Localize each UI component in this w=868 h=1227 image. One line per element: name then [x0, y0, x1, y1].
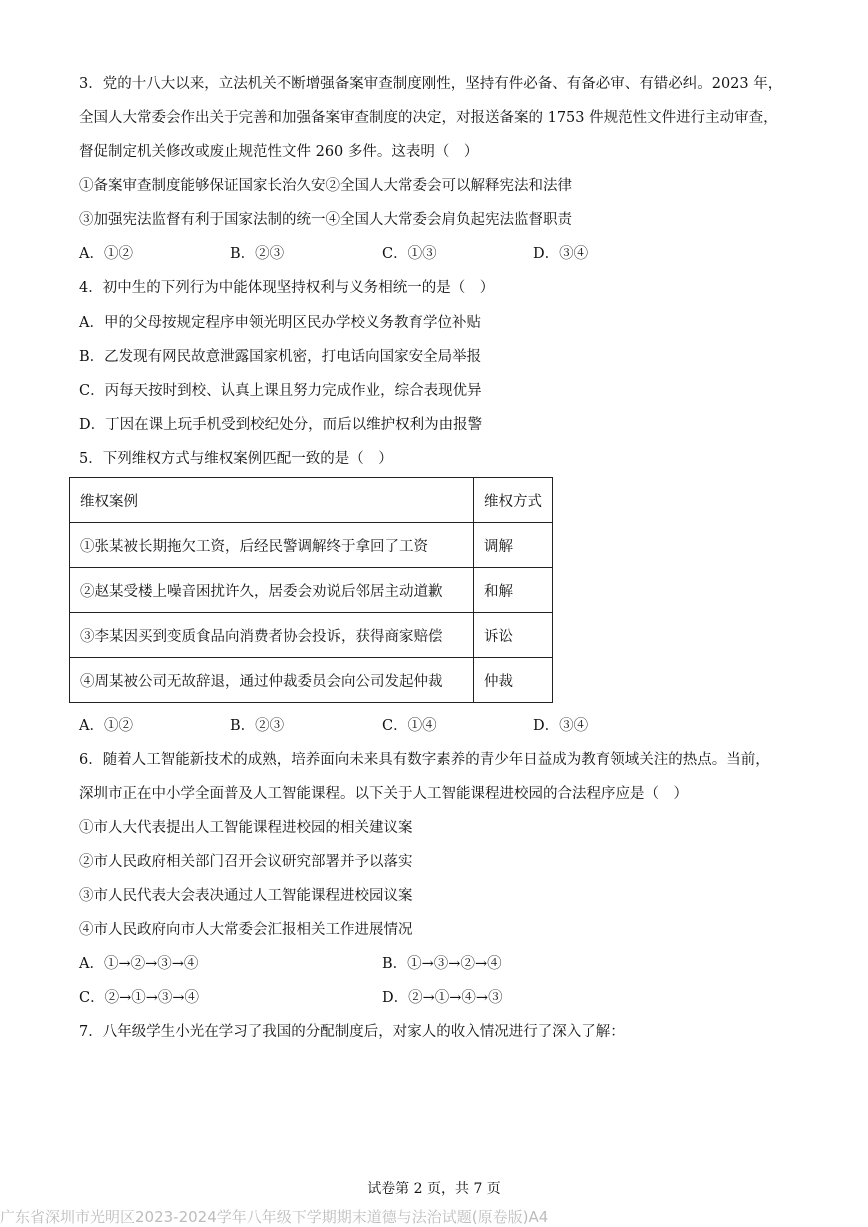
q4-option-b: B．乙发现有网民故意泄露国家机密，打电话向国家安全局举报	[79, 349, 482, 365]
q4-option-d: D．丁因在课上玩手机受到校纪处分，而后以维护权利为由报警	[79, 417, 483, 433]
q3-option-d: D．③④	[533, 246, 589, 262]
q6-statement-2: ②市人民政府相关部门召开会议研究部署并予以落实	[79, 854, 413, 870]
q4-option-a: A．甲的父母按规定程序申领光明区民办学校义务教育学位补贴	[79, 315, 481, 331]
table-row	[70, 658, 553, 703]
table-cell-method: 和解	[474, 568, 553, 613]
q3-option-c: C．①③	[382, 246, 437, 262]
q3-option-a: A．①②	[79, 246, 133, 262]
q5-option-b: B．②③	[230, 718, 285, 734]
q5-table	[69, 477, 553, 703]
q5-stem: 5．下列维权方式与维权案例匹配一致的是（ ）	[79, 451, 393, 467]
document-watermark: 广东省深圳市光明区2023-2024学年八年级下学期期末道德与法治试题(原卷版)A4	[0, 1208, 549, 1226]
q3-option-b: B．②③	[230, 246, 285, 262]
q3-stem-line2: 全国人大常委会作出关于完善和加强备案审查制度的决定，对报送备案的 1753 件规范性文件进行主动审查，	[79, 110, 778, 126]
table-cell-case: ②赵某受楼上噪音困扰许久，居委会劝说后邻居主动道歉	[70, 568, 474, 613]
q3-stem-line3: 督促制定机关修改或废止规范性文件 260 多件。这表明（ ）	[79, 144, 479, 160]
q5-option-d: D．③④	[533, 718, 589, 734]
q7-stem: 7．八年级学生小光在学习了我国的分配制度后，对家人的收入情况进行了深入了解：	[79, 1024, 625, 1040]
table-cell-case: ④周某被公司无故辞退，通过仲裁委员会向公司发起仲裁	[70, 658, 474, 703]
q6-option-d: D．②→①→④→③	[382, 990, 503, 1006]
q6-option-a: A．①→②→③→④	[79, 956, 199, 972]
table-header-method: 维权方式	[474, 478, 553, 523]
q4-stem: 4．初中生的下列行为中能体现坚持权利与义务相统一的是（ ）	[79, 280, 495, 296]
table-cell-method: 仲裁	[474, 658, 553, 703]
q5-option-c: C．①④	[382, 718, 437, 734]
table-header-row	[70, 478, 553, 523]
q6-option-b: B．①→③→②→④	[382, 956, 502, 972]
q4-option-c: C．丙每天按时到校、认真上课且努力完成作业，综合表现优异	[79, 383, 482, 399]
q6-statement-3: ③市人民代表大会表决通过人工智能课程进校园议案	[79, 888, 413, 904]
table-row	[70, 523, 553, 568]
q6-stem-line2: 深圳市正在中小学全面普及人工智能课程。以下关于人工智能课程进校园的合法程序应是（ ）	[79, 786, 688, 802]
table-cell-case: ③李某因买到变质食品向消费者协会投诉，获得商家赔偿	[70, 613, 474, 658]
page-footer: 试卷第 2 页，共 7 页	[367, 1181, 501, 1197]
table-cell-method: 调解	[474, 523, 553, 568]
q3-statements-2: ③加强宪法监督有利于国家法制的统一④全国人大常委会肩负起宪法监督职责	[79, 212, 572, 228]
q5-option-a: A．①②	[79, 718, 133, 734]
table-row	[70, 568, 553, 613]
table-row	[70, 613, 553, 658]
q3-stem-line1: 3．党的十八大以来，立法机关不断增强备案审查制度刚性，坚持有件必备、有备必审、有错必纠。2023 年，	[79, 76, 783, 92]
q6-statement-1: ①市人大代表提出人工智能课程进校园的相关建议案	[79, 820, 413, 836]
table-cell-case: ①张某被长期拖欠工资，后经民警调解终于拿回了工资	[70, 523, 474, 568]
table-header-case: 维权案例	[70, 478, 474, 523]
q6-option-c: C．②→①→③→④	[79, 990, 200, 1006]
table-cell-method: 诉讼	[474, 613, 553, 658]
q6-stem-line1: 6．随着人工智能新技术的成熟，培养面向未来具有数字素养的青少年日益成为教育领域关注的热点。当前，	[79, 752, 770, 768]
q6-statement-4: ④市人民政府向市人大常委会汇报相关工作进展情况	[79, 922, 413, 938]
q3-statements-1: ①备案审查制度能够保证国家长治久安②全国人大常委会可以解释宪法和法律	[79, 178, 572, 194]
